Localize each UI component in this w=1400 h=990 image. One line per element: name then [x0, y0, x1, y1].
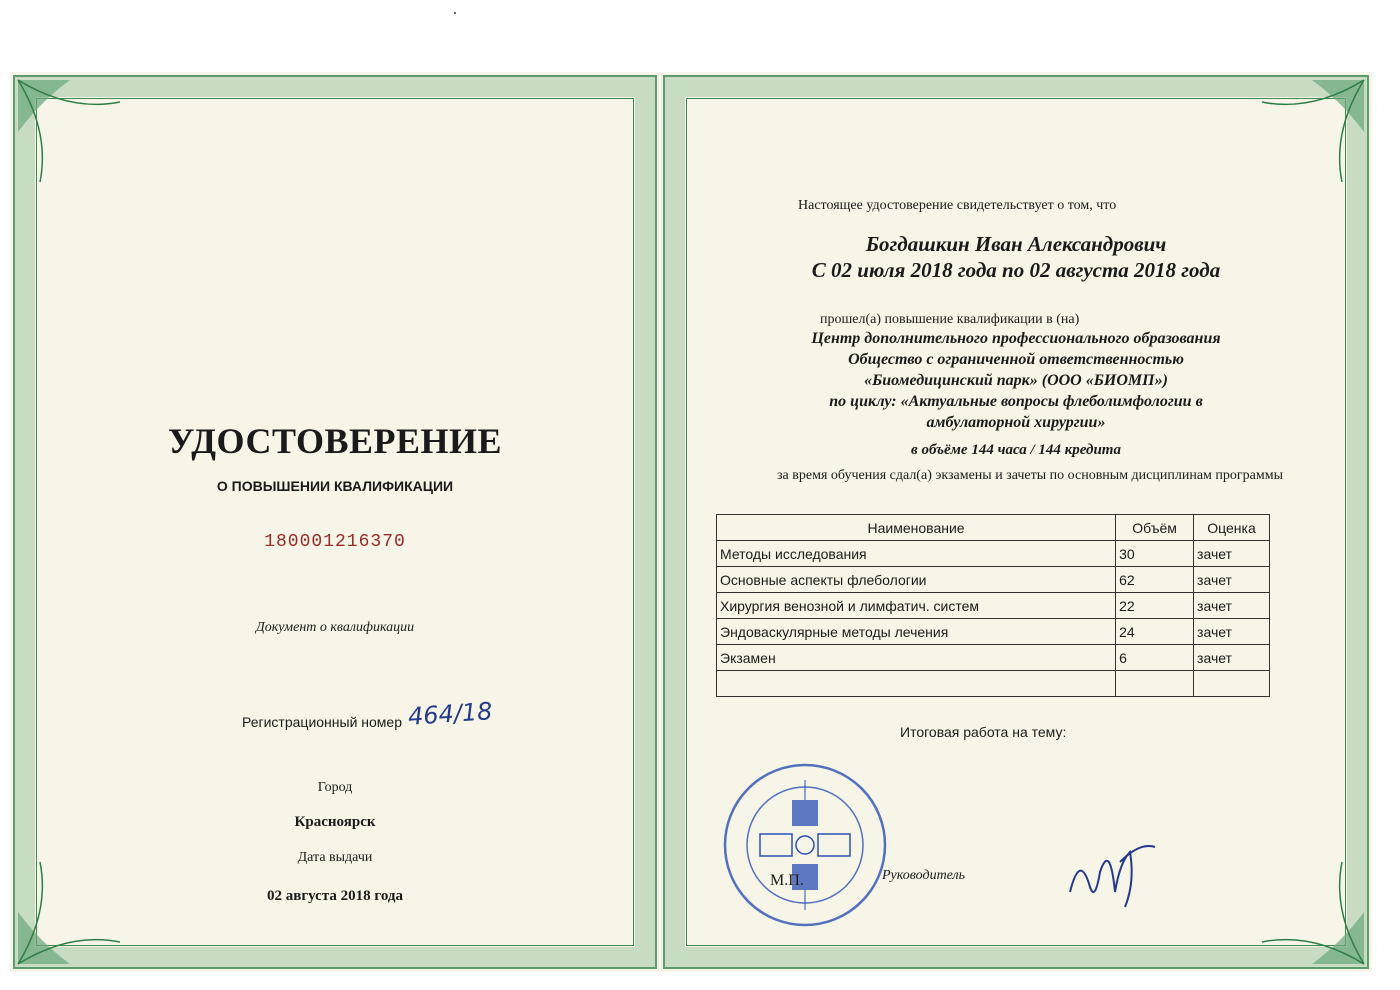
corner-ornament-icon	[1252, 72, 1372, 192]
discipline-hours: 62	[1116, 567, 1194, 593]
holder-name: Богдашкин Иван Александрович	[865, 232, 1167, 256]
city-label: Город	[317, 780, 353, 795]
discipline-grade: зачет	[1194, 567, 1270, 593]
fold-line	[658, 72, 662, 972]
discipline-hours	[1116, 671, 1194, 697]
left-page	[10, 72, 660, 972]
exams-text: за время обучения сдал(а) экзамены и зачеты по основным дисциплинам программы	[777, 468, 1283, 483]
intro-text: Настоящее удостоверение свидетельствует о том, что	[798, 198, 1117, 213]
table-row	[717, 567, 1270, 593]
training-period: С 02 июля 2018 года по 02 августа 2018 года	[811, 258, 1221, 282]
discipline-name: Основные аспекты флебологии	[717, 567, 1116, 593]
company-stamp-icon	[720, 760, 890, 930]
signature-icon	[1060, 832, 1160, 912]
registration-number: 464/18	[407, 697, 494, 731]
organization-line: Общество с ограниченной ответственностью	[848, 351, 1184, 368]
discipline-name: Хирургия венозной и лимфатич. систем	[717, 593, 1116, 619]
table-header-row	[717, 515, 1270, 541]
corner-ornament-icon	[1252, 852, 1372, 972]
disciplines-table	[716, 514, 1270, 697]
discipline-grade: зачет	[1194, 541, 1270, 567]
organization-line: «Биомедицинский парк» (ООО «БИОМП»)	[864, 372, 1168, 389]
discipline-name	[717, 671, 1116, 697]
course-volume: в объёме 144 часа / 144 кредита	[911, 442, 1121, 458]
outer-frame	[13, 75, 657, 969]
discipline-hours: 24	[1116, 619, 1194, 645]
issue-date: 02 августа 2018 года	[266, 888, 403, 904]
guilloche-border	[15, 77, 655, 967]
table-row	[717, 671, 1270, 697]
discipline-grade: зачет	[1194, 645, 1270, 671]
discipline-hours: 22	[1116, 593, 1194, 619]
discipline-grade: зачет	[1194, 593, 1270, 619]
certificate-spread	[10, 72, 1372, 972]
corner-ornament-icon	[10, 72, 130, 192]
scan-speck	[454, 12, 456, 14]
right-page	[660, 72, 1372, 972]
certificate-subtitle: О ПОВЫШЕНИИ КВАЛИФИКАЦИИ	[216, 478, 454, 494]
column-header: Наименование	[717, 515, 1116, 541]
corner-ornament-icon	[10, 852, 130, 972]
city-value: Красноярск	[294, 814, 376, 830]
certificate-title: УДОСТОВЕРЕНИЕ	[167, 421, 503, 461]
passed-text: прошел(а) повышение квалификации в (на)	[820, 312, 1080, 327]
organization-block	[660, 328, 1372, 433]
table-row	[717, 593, 1270, 619]
discipline-grade	[1194, 671, 1270, 697]
discipline-hours: 6	[1116, 645, 1194, 671]
registration-label: Регистрационный номер	[242, 714, 402, 730]
certificate-number: 180001216370	[264, 532, 406, 552]
issue-date-label: Дата выдачи	[297, 850, 373, 865]
organization-line: по циклу: «Актуальные вопросы флеболимфологии в	[829, 393, 1203, 410]
discipline-name: Методы исследования	[717, 541, 1116, 567]
table-row	[717, 619, 1270, 645]
organization-line: амбулаторной хирургии»	[926, 414, 1106, 431]
discipline-hours: 30	[1116, 541, 1194, 567]
table-row	[717, 541, 1270, 567]
head-signature-label: Руководитель	[882, 868, 966, 883]
discipline-name: Экзамен	[717, 645, 1116, 671]
discipline-name: Эндоваскулярные методы лечения	[717, 619, 1116, 645]
organization-line: Центр дополнительного профессионального образования	[811, 330, 1221, 347]
final-work-label: Итоговая работа на тему:	[900, 724, 1067, 740]
discipline-grade: зачет	[1194, 619, 1270, 645]
stamp-place-label: М.П.	[770, 872, 804, 889]
column-header: Оценка	[1194, 515, 1270, 541]
document-type: Документ о квалификации	[255, 620, 415, 635]
table-row	[717, 645, 1270, 671]
column-header: Объём	[1116, 515, 1194, 541]
